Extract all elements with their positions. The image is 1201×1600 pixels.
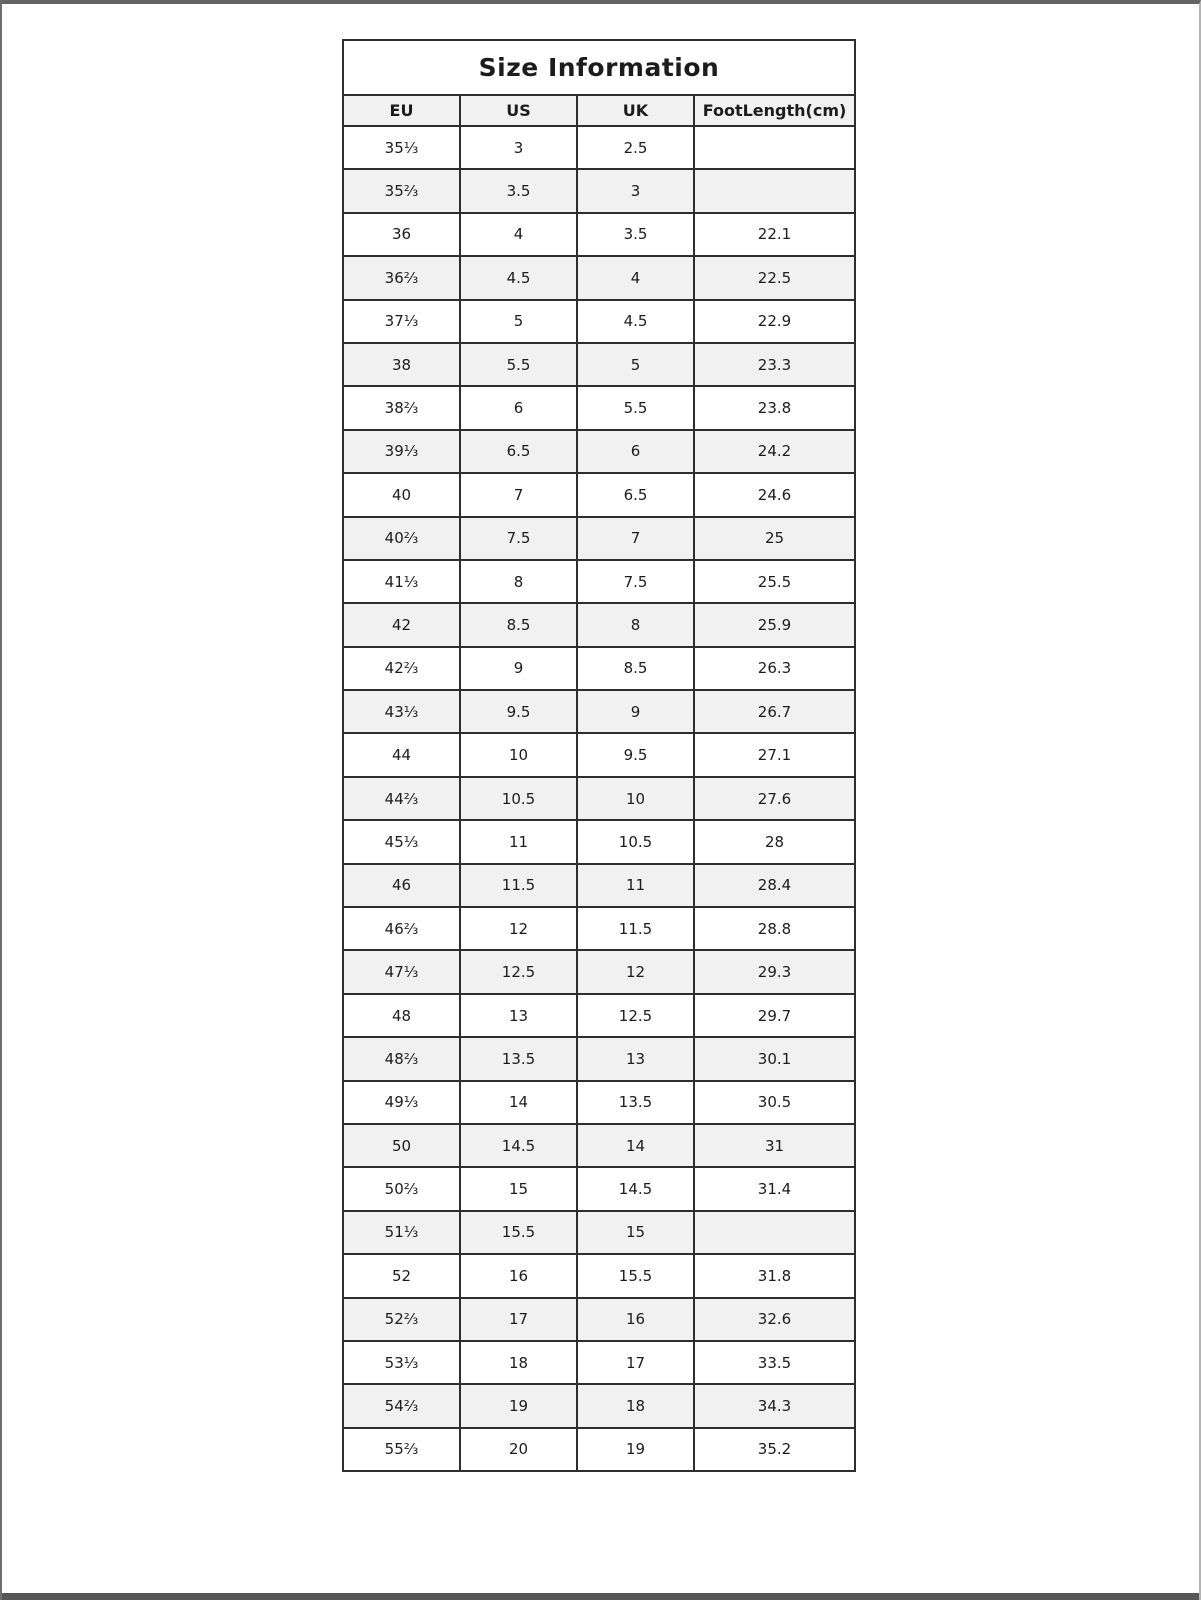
cell-eu: 46 bbox=[343, 864, 460, 907]
cell-eu: 48⅔ bbox=[343, 1037, 460, 1080]
cell-footlength: 31.8 bbox=[694, 1254, 855, 1297]
cell-eu: 45⅓ bbox=[343, 820, 460, 863]
cell-uk: 5 bbox=[577, 343, 694, 386]
cell-eu: 50 bbox=[343, 1124, 460, 1167]
cell-us: 9.5 bbox=[460, 690, 577, 733]
cell-us: 7.5 bbox=[460, 517, 577, 560]
table-body bbox=[343, 126, 855, 1471]
cell-uk: 17 bbox=[577, 1341, 694, 1384]
cell-us: 10 bbox=[460, 733, 577, 776]
cell-uk: 10 bbox=[577, 777, 694, 820]
cell-eu: 47⅓ bbox=[343, 950, 460, 993]
header-row bbox=[343, 95, 855, 126]
table-row bbox=[343, 1341, 855, 1384]
table-row bbox=[343, 950, 855, 993]
table-row bbox=[343, 1428, 855, 1471]
table-row bbox=[343, 256, 855, 299]
cell-footlength: 22.9 bbox=[694, 300, 855, 343]
cell-uk: 11 bbox=[577, 864, 694, 907]
cell-us: 10.5 bbox=[460, 777, 577, 820]
cell-us: 13 bbox=[460, 994, 577, 1037]
table-row bbox=[343, 733, 855, 776]
cell-uk: 13.5 bbox=[577, 1081, 694, 1124]
table-row bbox=[343, 1124, 855, 1167]
cell-us: 8 bbox=[460, 560, 577, 603]
cell-uk: 7.5 bbox=[577, 560, 694, 603]
cell-us: 14 bbox=[460, 1081, 577, 1124]
cell-us: 19 bbox=[460, 1384, 577, 1427]
cell-us: 6 bbox=[460, 386, 577, 429]
cell-eu: 36⅔ bbox=[343, 256, 460, 299]
table-row bbox=[343, 343, 855, 386]
cell-eu: 39⅓ bbox=[343, 430, 460, 473]
cell-us: 5.5 bbox=[460, 343, 577, 386]
cell-uk: 19 bbox=[577, 1428, 694, 1471]
cell-eu: 53⅓ bbox=[343, 1341, 460, 1384]
cell-us: 4.5 bbox=[460, 256, 577, 299]
cell-us: 9 bbox=[460, 647, 577, 690]
cell-footlength: 29.3 bbox=[694, 950, 855, 993]
table-row bbox=[343, 169, 855, 212]
cell-eu: 44⅔ bbox=[343, 777, 460, 820]
cell-uk: 6 bbox=[577, 430, 694, 473]
cell-uk: 9.5 bbox=[577, 733, 694, 776]
cell-uk: 12.5 bbox=[577, 994, 694, 1037]
cell-eu: 38⅔ bbox=[343, 386, 460, 429]
cell-footlength: 33.5 bbox=[694, 1341, 855, 1384]
cell-us: 7 bbox=[460, 473, 577, 516]
cell-eu: 35⅓ bbox=[343, 126, 460, 169]
cell-footlength: 29.7 bbox=[694, 994, 855, 1037]
cell-uk: 6.5 bbox=[577, 473, 694, 516]
cell-eu: 54⅔ bbox=[343, 1384, 460, 1427]
cell-footlength: 24.2 bbox=[694, 430, 855, 473]
cell-us: 11 bbox=[460, 820, 577, 863]
cell-us: 16 bbox=[460, 1254, 577, 1297]
cell-us: 15 bbox=[460, 1167, 577, 1210]
column-header-footlength: FootLength(cm) bbox=[694, 95, 855, 126]
cell-eu: 51⅓ bbox=[343, 1211, 460, 1254]
table-row bbox=[343, 300, 855, 343]
table-row bbox=[343, 1384, 855, 1427]
cell-footlength: 26.3 bbox=[694, 647, 855, 690]
cell-footlength: 25 bbox=[694, 517, 855, 560]
cell-footlength: 26.7 bbox=[694, 690, 855, 733]
cell-footlength: 24.6 bbox=[694, 473, 855, 516]
cell-eu: 52 bbox=[343, 1254, 460, 1297]
cell-us: 3 bbox=[460, 126, 577, 169]
cell-footlength: 22.1 bbox=[694, 213, 855, 256]
cell-eu: 48 bbox=[343, 994, 460, 1037]
cell-us: 8.5 bbox=[460, 603, 577, 646]
cell-footlength: 30.1 bbox=[694, 1037, 855, 1080]
cell-uk: 18 bbox=[577, 1384, 694, 1427]
table-row bbox=[343, 560, 855, 603]
cell-eu: 52⅔ bbox=[343, 1298, 460, 1341]
cell-footlength: 22.5 bbox=[694, 256, 855, 299]
cell-eu: 36 bbox=[343, 213, 460, 256]
cell-us: 17 bbox=[460, 1298, 577, 1341]
cell-eu: 44 bbox=[343, 733, 460, 776]
cell-us: 13.5 bbox=[460, 1037, 577, 1080]
cell-eu: 49⅓ bbox=[343, 1081, 460, 1124]
cell-footlength bbox=[694, 169, 855, 212]
cell-uk: 14 bbox=[577, 1124, 694, 1167]
cell-footlength: 34.3 bbox=[694, 1384, 855, 1427]
cell-eu: 46⅔ bbox=[343, 907, 460, 950]
size-information-table bbox=[342, 39, 856, 1472]
column-header-uk: UK bbox=[577, 95, 694, 126]
cell-uk: 9 bbox=[577, 690, 694, 733]
cell-footlength bbox=[694, 126, 855, 169]
cell-us: 5 bbox=[460, 300, 577, 343]
cell-footlength: 27.1 bbox=[694, 733, 855, 776]
cell-footlength: 31 bbox=[694, 1124, 855, 1167]
cell-eu: 42 bbox=[343, 603, 460, 646]
table-row bbox=[343, 1211, 855, 1254]
cell-footlength: 25.5 bbox=[694, 560, 855, 603]
cell-eu: 38 bbox=[343, 343, 460, 386]
table-row bbox=[343, 603, 855, 646]
cell-eu: 42⅔ bbox=[343, 647, 460, 690]
table-row bbox=[343, 820, 855, 863]
cell-uk: 3.5 bbox=[577, 213, 694, 256]
table-row bbox=[343, 1167, 855, 1210]
table-row bbox=[343, 1254, 855, 1297]
cell-us: 14.5 bbox=[460, 1124, 577, 1167]
cell-us: 11.5 bbox=[460, 864, 577, 907]
title-row bbox=[343, 40, 855, 95]
column-header-us: US bbox=[460, 95, 577, 126]
column-header-eu: EU bbox=[343, 95, 460, 126]
cell-footlength: 27.6 bbox=[694, 777, 855, 820]
cell-uk: 4 bbox=[577, 256, 694, 299]
cell-footlength: 23.8 bbox=[694, 386, 855, 429]
cell-footlength: 28.4 bbox=[694, 864, 855, 907]
table-row bbox=[343, 1081, 855, 1124]
table-row bbox=[343, 690, 855, 733]
table-row bbox=[343, 1298, 855, 1341]
cell-eu: 50⅔ bbox=[343, 1167, 460, 1210]
cell-footlength: 28 bbox=[694, 820, 855, 863]
cell-us: 4 bbox=[460, 213, 577, 256]
table-row bbox=[343, 1037, 855, 1080]
cell-uk: 2.5 bbox=[577, 126, 694, 169]
cell-uk: 15.5 bbox=[577, 1254, 694, 1297]
cell-eu: 37⅓ bbox=[343, 300, 460, 343]
cell-footlength bbox=[694, 1211, 855, 1254]
table-row bbox=[343, 473, 855, 516]
cell-uk: 14.5 bbox=[577, 1167, 694, 1210]
cell-uk: 3 bbox=[577, 169, 694, 212]
cell-uk: 8 bbox=[577, 603, 694, 646]
cell-uk: 16 bbox=[577, 1298, 694, 1341]
table-row bbox=[343, 126, 855, 169]
cell-us: 18 bbox=[460, 1341, 577, 1384]
table-row bbox=[343, 213, 855, 256]
cell-eu: 40⅔ bbox=[343, 517, 460, 560]
cell-uk: 13 bbox=[577, 1037, 694, 1080]
cell-uk: 11.5 bbox=[577, 907, 694, 950]
cell-uk: 15 bbox=[577, 1211, 694, 1254]
table-row bbox=[343, 386, 855, 429]
table-title: Size Information bbox=[343, 40, 855, 95]
cell-uk: 7 bbox=[577, 517, 694, 560]
cell-us: 15.5 bbox=[460, 1211, 577, 1254]
table-row bbox=[343, 777, 855, 820]
table-row bbox=[343, 430, 855, 473]
cell-footlength: 25.9 bbox=[694, 603, 855, 646]
cell-footlength: 35.2 bbox=[694, 1428, 855, 1471]
cell-uk: 4.5 bbox=[577, 300, 694, 343]
table-row bbox=[343, 647, 855, 690]
cell-eu: 55⅔ bbox=[343, 1428, 460, 1471]
cell-footlength: 31.4 bbox=[694, 1167, 855, 1210]
bottom-window-edge bbox=[2, 1593, 1199, 1600]
cell-uk: 5.5 bbox=[577, 386, 694, 429]
cell-footlength: 32.6 bbox=[694, 1298, 855, 1341]
cell-footlength: 30.5 bbox=[694, 1081, 855, 1124]
cell-footlength: 28.8 bbox=[694, 907, 855, 950]
cell-footlength: 23.3 bbox=[694, 343, 855, 386]
cell-eu: 43⅓ bbox=[343, 690, 460, 733]
table-row bbox=[343, 864, 855, 907]
cell-eu: 40 bbox=[343, 473, 460, 516]
cell-us: 3.5 bbox=[460, 169, 577, 212]
cell-eu: 35⅔ bbox=[343, 169, 460, 212]
cell-us: 20 bbox=[460, 1428, 577, 1471]
cell-us: 6.5 bbox=[460, 430, 577, 473]
table-row bbox=[343, 517, 855, 560]
cell-us: 12.5 bbox=[460, 950, 577, 993]
cell-uk: 10.5 bbox=[577, 820, 694, 863]
table-row bbox=[343, 907, 855, 950]
cell-uk: 12 bbox=[577, 950, 694, 993]
cell-eu: 41⅓ bbox=[343, 560, 460, 603]
cell-us: 12 bbox=[460, 907, 577, 950]
table-row bbox=[343, 994, 855, 1037]
cell-uk: 8.5 bbox=[577, 647, 694, 690]
